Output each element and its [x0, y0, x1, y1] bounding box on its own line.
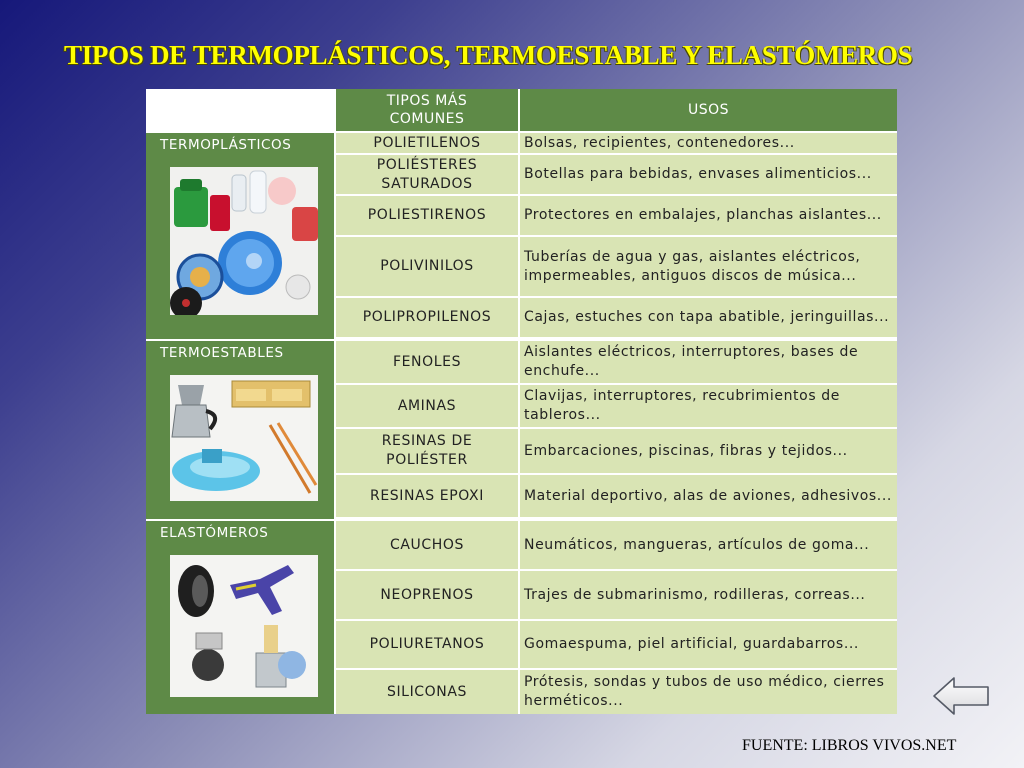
source-credit: FUENTE: LIBROS VIVOS.NET [742, 737, 957, 754]
table-row-use: Material deportivo, alas de aviones, adhesivos... [520, 475, 897, 519]
category-label: ELASTÓMEROS [160, 525, 269, 541]
category-thermoplastics [146, 133, 334, 339]
plastics-table [146, 89, 897, 714]
table-row-use: Protectores en embalajes, planchas aislantes... [520, 196, 897, 237]
table-row-type: POLIPROPILENOS [336, 298, 518, 339]
table-row-use: Prótesis, sondas y tubos de uso médico, cierres herméticos... [520, 670, 897, 714]
category-thermosets [146, 341, 334, 519]
table-row-use: Bolsas, recipientes, contenedores... [520, 133, 897, 155]
table-row-type: RESINAS DE POLIÉSTER [336, 429, 518, 475]
table-row-use: Aislantes eléctricos, interruptores, bases de enchufe... [520, 341, 897, 385]
header-uses-label: USOS [687, 102, 730, 118]
table-row-use: Clavijas, interruptores, recubrimientos de tableros... [520, 385, 897, 429]
table-row-type: POLIESTIRENOS [336, 196, 518, 237]
category-elastomers [146, 521, 334, 714]
back-arrow-icon[interactable] [932, 676, 990, 716]
table-row-use: Botellas para bebidas, envases alimenticios... [520, 155, 897, 196]
table-row-type: SILICONAS [336, 670, 518, 714]
table-row-type: CAUCHOS [336, 521, 518, 571]
slide-title: TIPOS DE TERMOPLÁSTICOS, TERMOESTABLE Y ELASTÓMEROS [64, 40, 913, 70]
header-types-label: TIPOS MÁS COMUNES [386, 93, 468, 127]
table-row-use: Cajas, estuches con tapa abatible, jeringuillas... [520, 298, 897, 339]
table-row-type: POLIVINILOS [336, 237, 518, 298]
table-row-use: Neumáticos, mangueras, artículos de goma... [520, 521, 897, 571]
category-label: TERMOPLÁSTICOS [160, 137, 292, 153]
table-row-use: Trajes de submarinismo, rodilleras, correas... [520, 571, 897, 621]
category-label: TERMOESTABLES [160, 345, 284, 361]
table-row-type: POLIÉSTERES SATURADOS [336, 155, 518, 196]
table-row-type: NEOPRENOS [336, 571, 518, 621]
table-row-type: AMINAS [336, 385, 518, 429]
table-row-use: Gomaespuma, piel artificial, guardabarros... [520, 621, 897, 670]
header-uses [520, 89, 897, 131]
table-row-type: POLIURETANOS [336, 621, 518, 670]
table-row-type: RESINAS EPOXI [336, 475, 518, 519]
thermoplastics-image [170, 167, 318, 315]
table-row-type: FENOLES [336, 341, 518, 385]
table-row-use: Tuberías de agua y gas, aislantes eléctricos, impermeables, antiguos discos de música... [520, 237, 897, 298]
table-row-use: Embarcaciones, piscinas, fibras y tejidos... [520, 429, 897, 475]
thermosets-image [170, 375, 318, 501]
table-row-type: POLIETILENOS [336, 133, 518, 155]
table-corner [146, 89, 334, 131]
header-types [336, 89, 518, 131]
elastomers-image [170, 555, 318, 697]
